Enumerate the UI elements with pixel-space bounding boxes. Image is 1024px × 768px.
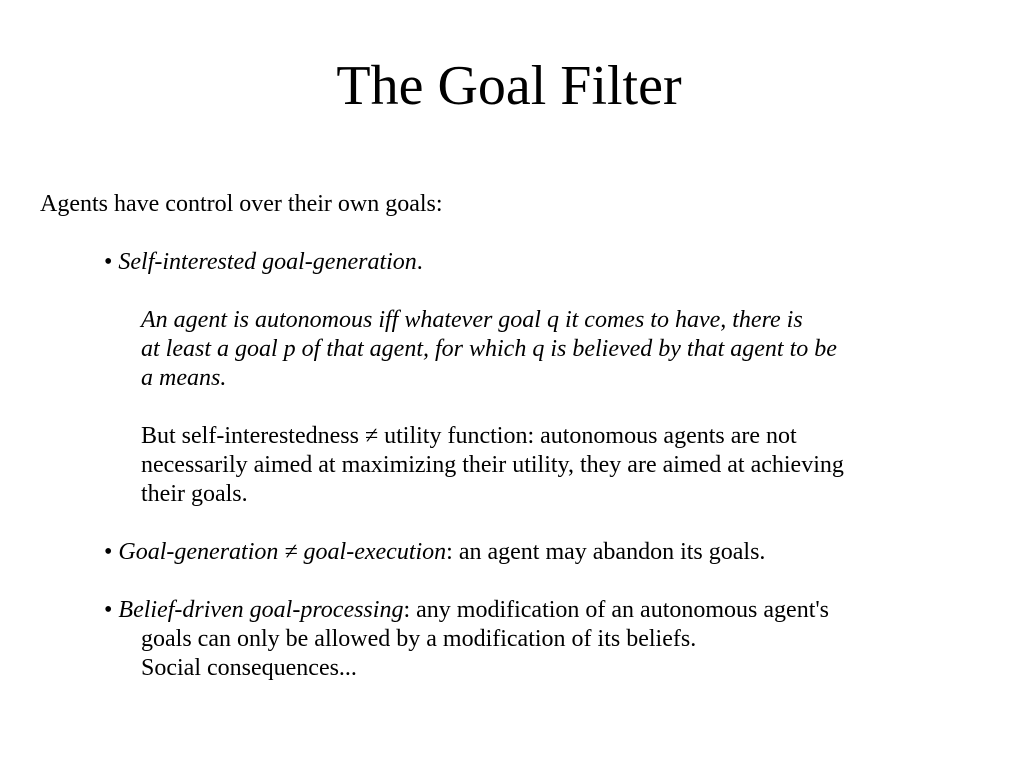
bullet-belief-driven: [104, 596, 829, 625]
bullet-marker: •: [104, 539, 113, 565]
note-line: But self-interestedness ≠ utility function: autonomous agents are not: [141, 423, 797, 449]
slide-title: The Goal Filter: [336, 55, 682, 117]
bullet-marker: •: [104, 249, 113, 275]
definition-line: An agent is autonomous iff whatever goal q it comes to have, there is: [141, 307, 803, 333]
bullet-continuation: Social consequences...: [141, 655, 357, 681]
bullet-term: Self-interested goal-generation: [118, 249, 417, 275]
bullet-self-interested: [104, 248, 423, 277]
intro-text: Agents have control over their own goals:: [40, 191, 443, 217]
bullet-term: Belief-driven goal-processing: [118, 597, 404, 623]
definition-line: a means.: [141, 365, 227, 391]
bullet-continuation: goals can only be allowed by a modification of its beliefs.: [141, 626, 697, 652]
bullet-text: : any modification of an autonomous agent's: [403, 597, 830, 623]
note-line: necessarily aimed at maximizing their utility, they are aimed at achieving: [141, 452, 844, 478]
bullet-marker: •: [104, 597, 113, 623]
bullet-term-suffix: .: [416, 249, 423, 275]
note-line: their goals.: [141, 481, 248, 507]
bullet-goal-generation: [104, 538, 765, 567]
definition-line: at least a goal p of that agent, for which q is believed by that agent to be: [141, 336, 837, 362]
bullet-term: Goal-generation ≠ goal-execution: [118, 539, 447, 565]
bullet-text: : an agent may abandon its goals.: [446, 539, 766, 565]
